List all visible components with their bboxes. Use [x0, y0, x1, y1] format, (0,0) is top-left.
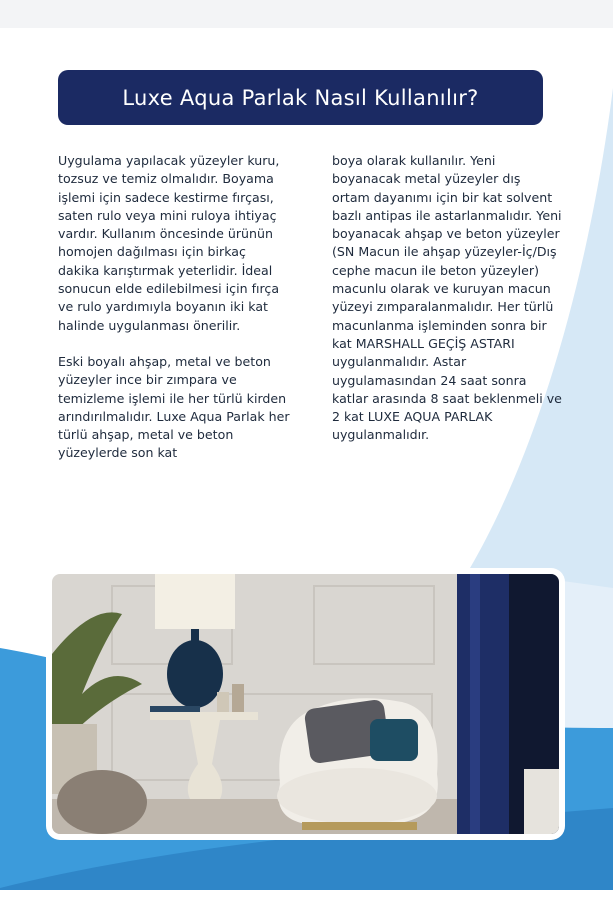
lamp-base — [167, 640, 223, 708]
navy-curtain — [457, 574, 509, 834]
ottoman — [57, 770, 147, 834]
page — [0, 28, 613, 920]
right-column — [332, 152, 562, 445]
brass-base — [302, 822, 417, 830]
left-column — [58, 152, 290, 463]
side-table-books — [150, 706, 200, 712]
table-ornament — [217, 692, 229, 712]
interior-photo-frame — [46, 568, 565, 840]
page-title: Luxe Aqua Parlak Nasıl Kullanılır? — [122, 85, 479, 110]
side-table-top — [150, 712, 258, 720]
doorway-light — [524, 769, 559, 834]
paragraph-usage: Uygulama yapılacak yüzeyler kuru, tozsuz ve temiz olmalıdır. Boyama işlemi için sadece kestirme fırçası, saten rulo veya mini ruloya ihtiyaç vardır. Kullanım öncesinde ürünün homojen dağılması için birkaç dakika karıştırmak yeterlidir. İdeal sonucun elde edilebilmesi için fırça ve rulo yardımıyla boyanın iki kat halinde uygulanması önerilir. — [58, 153, 280, 333]
table-vase — [232, 684, 244, 712]
chair-seat — [277, 768, 437, 824]
curtain-fold — [470, 574, 480, 834]
lamp-shade — [155, 574, 235, 629]
paragraph-preparation: Eski boyalı ahşap, metal ve beton yüzeyler ince bir zımpara ve temizleme işlemi ile her türlü kirden arındırılmalıdır. Luxe Aqua Parlak her türlü ahşap, metal ve beton yüzeylerde son kat — [58, 353, 290, 461]
title-bar — [58, 70, 543, 125]
paragraph-priming: boya olarak kullanılır. Yeni boyanacak metal yüzeyler dış ortam dayanımı için bir kat solvent bazlı antipas ile astarlanmalıdır. Yeni boyanacak ahşap ve beton yüzeyler (SN Macun ile ahşap yüzeyler-İç/Dış cephe macun ile beton yüzeyler) macunlu olarak ve kuruyan macun yüzeyi zımparalanmalıdır. Her türlü macunlanma işleminden sonra bir kat MARSHALL GEÇİŞ ASTARI uygulanmalıdır. Astar uygulamasından 24 saat sonra katlar arasında 8 saat beklenmeli ve 2 kat LUXE AQUA PARLAK uygulanmalıdır. — [332, 153, 562, 443]
teal-pillow — [370, 719, 418, 761]
interior-photo — [52, 574, 559, 834]
lamp-neck — [191, 629, 199, 645]
white-bottom-edge — [0, 890, 613, 920]
